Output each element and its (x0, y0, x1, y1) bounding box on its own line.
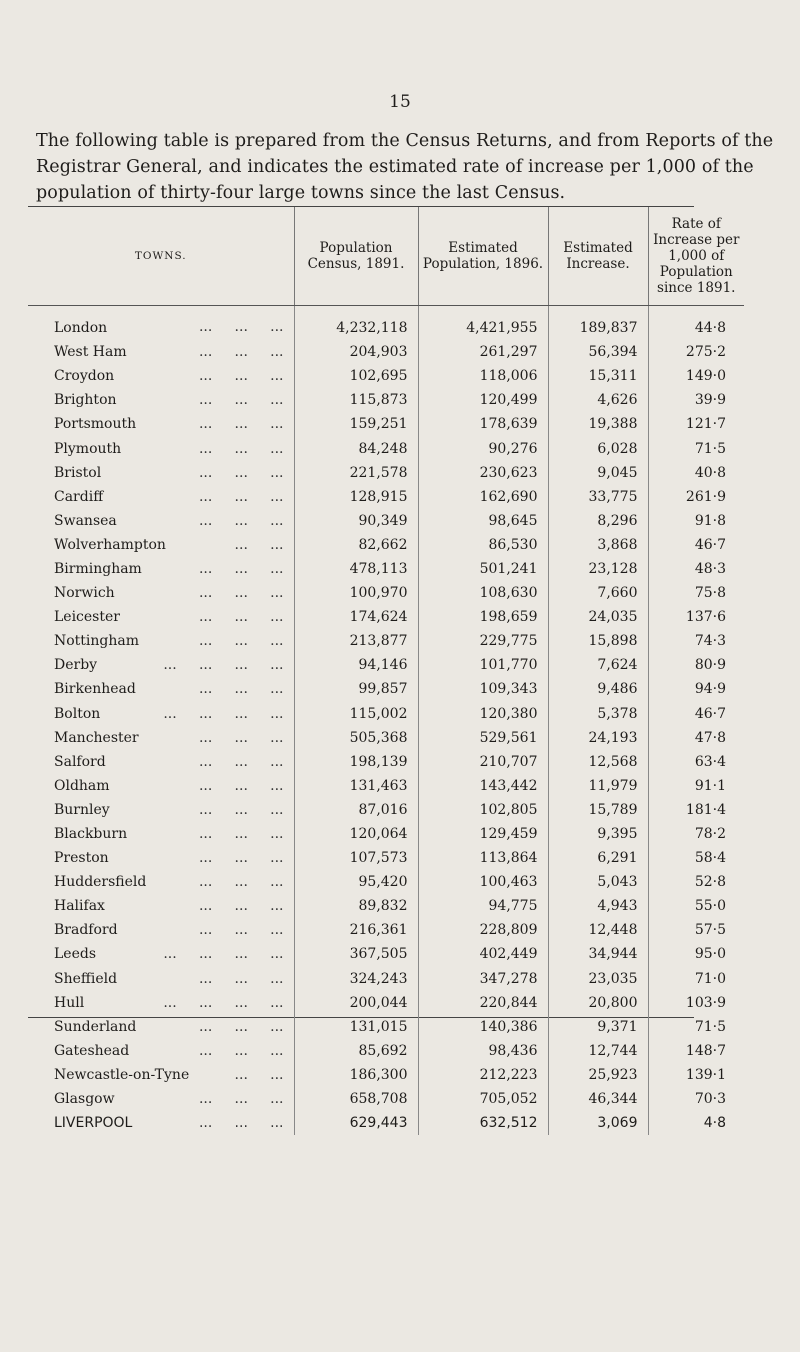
cell-population-1896: 108,630 (418, 581, 548, 605)
cell-estimated-increase: 12,744 (548, 1039, 648, 1063)
leader-dots: ... ... ... ... (163, 705, 284, 722)
cell-rate: 74·3 (648, 629, 744, 653)
table-row (28, 461, 744, 485)
town-name: Nottingham (54, 633, 140, 650)
town-name: Birmingham (54, 560, 142, 577)
leader-dots: ... ... ... (198, 922, 284, 939)
cell-estimated-increase: 33,775 (548, 485, 648, 509)
leader-dots: ... ... (234, 536, 284, 553)
cell-rate: 91·1 (648, 774, 744, 798)
cell-estimated-increase: 19,388 (548, 412, 648, 436)
cell-rate: 78·2 (648, 822, 744, 846)
cell-population-1891: 629,443 (294, 1111, 418, 1135)
cell-population-1891: 213,877 (294, 629, 418, 653)
leader-dots: ... ... ... (198, 585, 284, 602)
table-row (28, 364, 744, 388)
town-name: Glasgow (54, 1091, 115, 1108)
cell-population-1891: 221,578 (294, 461, 418, 485)
cell-population-1891: 324,243 (294, 967, 418, 991)
cell-estimated-increase: 4,626 (548, 388, 648, 412)
cell-population-1896: 162,690 (418, 485, 548, 509)
town-name: Salford (54, 753, 106, 770)
cell-town (28, 557, 294, 581)
cell-town (28, 750, 294, 774)
cell-town (28, 461, 294, 485)
cell-rate: 46·7 (648, 533, 744, 557)
header-population-1896: Estimated Population, 1896. (418, 207, 548, 306)
town-name: Birkenhead (54, 681, 136, 698)
cell-population-1891: 198,139 (294, 750, 418, 774)
cell-population-1896: 120,380 (418, 702, 548, 726)
cell-town (28, 942, 294, 966)
cell-estimated-increase: 15,789 (548, 798, 648, 822)
table-row (28, 340, 744, 364)
table-row (28, 726, 744, 750)
cell-town (28, 822, 294, 846)
table-row (28, 1015, 744, 1039)
table-row (28, 822, 744, 846)
cell-rate: 44·8 (648, 306, 744, 341)
cell-population-1896: 129,459 (418, 822, 548, 846)
leader-dots: ... ... ... (198, 488, 284, 505)
cell-population-1896: 705,052 (418, 1087, 548, 1111)
cell-town (28, 581, 294, 605)
cell-rate: 39·9 (648, 388, 744, 412)
cell-rate: 63·4 (648, 750, 744, 774)
cell-population-1891: 100,970 (294, 581, 418, 605)
table-row (28, 1087, 744, 1111)
page-number: 15 (389, 92, 411, 112)
leader-dots: ... ... ... ... (163, 657, 284, 674)
table-row (28, 306, 744, 341)
cell-population-1896: 109,343 (418, 677, 548, 701)
cell-rate: 80·9 (648, 653, 744, 677)
cell-population-1891: 102,695 (294, 364, 418, 388)
cell-town (28, 629, 294, 653)
town-name: Leicester (54, 609, 120, 626)
cell-rate: 46·7 (648, 702, 744, 726)
cell-estimated-increase: 6,291 (548, 846, 648, 870)
cell-rate: 261·9 (648, 485, 744, 509)
table-row (28, 412, 744, 436)
town-name: Croydon (54, 368, 115, 385)
cell-town (28, 1063, 294, 1087)
cell-estimated-increase: 189,837 (548, 306, 648, 341)
table-row (28, 677, 744, 701)
leader-dots: ... ... ... (198, 560, 284, 577)
cell-estimated-increase: 15,311 (548, 364, 648, 388)
leader-dots: ... ... ... (198, 777, 284, 794)
table-row (28, 967, 744, 991)
cell-rate: 103·9 (648, 991, 744, 1015)
cell-rate: 75·8 (648, 581, 744, 605)
cell-rate: 95·0 (648, 942, 744, 966)
town-name: Halifax (54, 898, 105, 915)
cell-population-1896: 529,561 (418, 726, 548, 750)
cell-town (28, 991, 294, 1015)
leader-dots: ... ... ... ... (163, 946, 284, 963)
leader-dots: ... ... ... (198, 464, 284, 481)
cell-population-1896: 4,421,955 (418, 306, 548, 341)
cell-population-1891: 658,708 (294, 1087, 418, 1111)
cell-population-1896: 90,276 (418, 436, 548, 460)
cell-population-1896: 178,639 (418, 412, 548, 436)
cell-population-1891: 128,915 (294, 485, 418, 509)
cell-population-1896: 501,241 (418, 557, 548, 581)
header-population-1891: Population Census, 1891. (294, 207, 418, 306)
town-name: Plymouth (54, 440, 122, 457)
cell-estimated-increase: 23,035 (548, 967, 648, 991)
table-row (28, 533, 744, 557)
table-row (28, 557, 744, 581)
cell-town (28, 306, 294, 341)
cell-town (28, 677, 294, 701)
table-row (28, 702, 744, 726)
cell-population-1891: 216,361 (294, 918, 418, 942)
leader-dots: ... ... ... (198, 850, 284, 867)
cell-population-1891: 120,064 (294, 822, 418, 846)
town-name: Norwich (54, 585, 115, 602)
cell-rate: 148·7 (648, 1039, 744, 1063)
cell-population-1896: 261,297 (418, 340, 548, 364)
cell-estimated-increase: 12,568 (548, 750, 648, 774)
town-name: Portsmouth (54, 416, 137, 433)
cell-town (28, 870, 294, 894)
cell-population-1891: 90,349 (294, 509, 418, 533)
town-name: Manchester (54, 729, 139, 746)
cell-estimated-increase: 6,028 (548, 436, 648, 460)
cell-rate: 149·0 (648, 364, 744, 388)
cell-rate: 40·8 (648, 461, 744, 485)
cell-population-1891: 84,248 (294, 436, 418, 460)
cell-population-1891: 95,420 (294, 870, 418, 894)
town-name: Sheffield (54, 970, 118, 987)
cell-town (28, 412, 294, 436)
header-rate-of-increase: Rate of Increase per 1,000 of Population since 1891. (648, 207, 744, 306)
leader-dots: ... ... ... (198, 344, 284, 361)
leader-dots: ... ... ... (198, 1042, 284, 1059)
town-name: Bristol (54, 464, 102, 481)
cell-population-1896: 100,463 (418, 870, 548, 894)
table-row (28, 1111, 744, 1135)
table-row (28, 798, 744, 822)
cell-town (28, 485, 294, 509)
town-name: Gateshead (54, 1042, 130, 1059)
table-row (28, 942, 744, 966)
cell-town (28, 364, 294, 388)
cell-population-1896: 120,499 (418, 388, 548, 412)
cell-population-1891: 200,044 (294, 991, 418, 1015)
town-name: Derby (54, 657, 98, 674)
town-name: Preston (54, 850, 109, 867)
cell-rate: 137·6 (648, 605, 744, 629)
leader-dots: ... ... ... (198, 392, 284, 409)
cell-population-1896: 212,223 (418, 1063, 548, 1087)
cell-rate: 55·0 (648, 894, 744, 918)
cell-town (28, 605, 294, 629)
cell-rate: 139·1 (648, 1063, 744, 1087)
cell-population-1896: 198,659 (418, 605, 548, 629)
town-name: Cardiff (54, 488, 104, 505)
table-row (28, 509, 744, 533)
cell-population-1891: 505,368 (294, 726, 418, 750)
cell-estimated-increase: 46,344 (548, 1087, 648, 1111)
cell-population-1891: 82,662 (294, 533, 418, 557)
cell-population-1896: 347,278 (418, 967, 548, 991)
cell-town (28, 1015, 294, 1039)
cell-town (28, 1111, 294, 1135)
cell-estimated-increase: 9,045 (548, 461, 648, 485)
cell-town (28, 846, 294, 870)
table-row (28, 1063, 744, 1087)
cell-town (28, 774, 294, 798)
cell-population-1891: 94,146 (294, 653, 418, 677)
leader-dots: ... ... ... ... (163, 994, 284, 1011)
header-towns: TOWNS. (28, 207, 294, 306)
cell-population-1891: 107,573 (294, 846, 418, 870)
cell-rate: 47·8 (648, 726, 744, 750)
cell-town (28, 967, 294, 991)
table-row (28, 918, 744, 942)
cell-town (28, 653, 294, 677)
cell-population-1891: 186,300 (294, 1063, 418, 1087)
header-estimated-increase: Estimated Increase. (548, 207, 648, 306)
cell-town (28, 340, 294, 364)
cell-town (28, 894, 294, 918)
cell-estimated-increase: 9,371 (548, 1015, 648, 1039)
cell-population-1896: 102,805 (418, 798, 548, 822)
cell-rate: 71·5 (648, 1015, 744, 1039)
cell-rate: 58·4 (648, 846, 744, 870)
table-row (28, 750, 744, 774)
cell-rate: 4·8 (648, 1111, 744, 1135)
cell-population-1896: 143,442 (418, 774, 548, 798)
town-name: Blackburn (54, 826, 128, 843)
cell-rate: 91·8 (648, 509, 744, 533)
cell-rate: 71·5 (648, 436, 744, 460)
leader-dots: ... ... ... (198, 609, 284, 626)
cell-estimated-increase: 4,943 (548, 894, 648, 918)
cell-town (28, 533, 294, 557)
cell-rate: 121·7 (648, 412, 744, 436)
leader-dots: ... ... ... (198, 681, 284, 698)
cell-population-1891: 99,857 (294, 677, 418, 701)
leader-dots: ... ... ... (198, 753, 284, 770)
cell-population-1891: 115,873 (294, 388, 418, 412)
cell-estimated-increase: 7,660 (548, 581, 648, 605)
cell-population-1891: 131,015 (294, 1015, 418, 1039)
cell-estimated-increase: 25,923 (548, 1063, 648, 1087)
intro-paragraph: The following table is prepared from the Census Returns, and from Reports of the Registrar General, and indicates the estimated rate of increase per 1,000 of the population of thirty-four large towns since the last Census. (36, 131, 774, 203)
cell-population-1896: 229,775 (418, 629, 548, 653)
leader-dots: ... ... ... (198, 440, 284, 457)
cell-population-1891: 115,002 (294, 702, 418, 726)
cell-population-1891: 174,624 (294, 605, 418, 629)
cell-population-1896: 632,512 (418, 1111, 548, 1135)
cell-estimated-increase: 3,069 (548, 1111, 648, 1135)
cell-population-1891: 89,832 (294, 894, 418, 918)
leader-dots: ... ... ... (198, 368, 284, 385)
table-row (28, 1039, 744, 1063)
town-name: Leeds (54, 946, 97, 963)
town-name: West Ham (54, 344, 127, 361)
cell-population-1896: 101,770 (418, 653, 548, 677)
cell-estimated-increase: 9,395 (548, 822, 648, 846)
town-name: London (54, 320, 108, 337)
cell-population-1896: 220,844 (418, 991, 548, 1015)
table-row (28, 991, 744, 1015)
cell-population-1896: 94,775 (418, 894, 548, 918)
cell-estimated-increase: 11,979 (548, 774, 648, 798)
town-name: Hull (54, 994, 85, 1011)
table-body (28, 306, 744, 1136)
cell-population-1896: 113,864 (418, 846, 548, 870)
table-row (28, 485, 744, 509)
leader-dots: ... ... ... (198, 416, 284, 433)
cell-population-1896: 98,436 (418, 1039, 548, 1063)
cell-town (28, 436, 294, 460)
cell-estimated-increase: 20,800 (548, 991, 648, 1015)
table-row (28, 653, 744, 677)
cell-town (28, 726, 294, 750)
town-name: Wolverhampton (54, 536, 166, 553)
cell-population-1891: 159,251 (294, 412, 418, 436)
cell-town (28, 509, 294, 533)
town-name: Bradford (54, 922, 118, 939)
cell-rate: 52·8 (648, 870, 744, 894)
table-row (28, 605, 744, 629)
cell-rate: 57·5 (648, 918, 744, 942)
table-row (28, 894, 744, 918)
leader-dots: ... ... ... (198, 898, 284, 915)
cell-estimated-increase: 5,043 (548, 870, 648, 894)
table-row (28, 436, 744, 460)
cell-population-1896: 86,530 (418, 533, 548, 557)
cell-town (28, 1087, 294, 1111)
cell-town (28, 388, 294, 412)
cell-rate: 94·9 (648, 677, 744, 701)
cell-estimated-increase: 3,868 (548, 533, 648, 557)
cell-rate: 275·2 (648, 340, 744, 364)
town-name: Swansea (54, 512, 117, 529)
table-row (28, 581, 744, 605)
cell-population-1896: 228,809 (418, 918, 548, 942)
leader-dots: ... ... ... (198, 1091, 284, 1108)
cell-town (28, 1039, 294, 1063)
leader-dots: ... ... ... (198, 1115, 284, 1132)
cell-estimated-increase: 5,378 (548, 702, 648, 726)
cell-estimated-increase: 12,448 (548, 918, 648, 942)
table-row (28, 846, 744, 870)
cell-population-1896: 402,449 (418, 942, 548, 966)
leader-dots: ... ... (234, 1066, 284, 1083)
town-name: Sunderland (54, 1018, 137, 1035)
cell-estimated-increase: 24,193 (548, 726, 648, 750)
town-name: Newcastle-on-Tyne (54, 1066, 190, 1083)
leader-dots: ... ... ... (198, 1018, 284, 1035)
leader-dots: ... ... ... (198, 319, 284, 336)
cell-rate: 70·3 (648, 1087, 744, 1111)
cell-estimated-increase: 56,394 (548, 340, 648, 364)
town-name: Burnley (54, 801, 110, 818)
cell-population-1891: 478,113 (294, 557, 418, 581)
leader-dots: ... ... ... (198, 874, 284, 891)
leader-dots: ... ... ... (198, 826, 284, 843)
table-row (28, 629, 744, 653)
census-table (28, 207, 744, 1135)
leader-dots: ... ... ... (198, 801, 284, 818)
cell-population-1896: 98,645 (418, 509, 548, 533)
town-name: Brighton (54, 392, 117, 409)
table-row (28, 870, 744, 894)
cell-population-1896: 118,006 (418, 364, 548, 388)
table-row (28, 774, 744, 798)
cell-rate: 181·4 (648, 798, 744, 822)
census-table-container (28, 206, 740, 1132)
cell-estimated-increase: 8,296 (548, 509, 648, 533)
cell-population-1891: 367,505 (294, 942, 418, 966)
leader-dots: ... ... ... (198, 729, 284, 746)
leader-dots: ... ... ... (198, 633, 284, 650)
cell-town (28, 798, 294, 822)
cell-population-1891: 204,903 (294, 340, 418, 364)
cell-population-1891: 85,692 (294, 1039, 418, 1063)
cell-estimated-increase: 34,944 (548, 942, 648, 966)
cell-estimated-increase: 7,624 (548, 653, 648, 677)
cell-population-1891: 131,463 (294, 774, 418, 798)
table-row (28, 388, 744, 412)
cell-estimated-increase: 15,898 (548, 629, 648, 653)
cell-population-1896: 140,386 (418, 1015, 548, 1039)
cell-estimated-increase: 23,128 (548, 557, 648, 581)
cell-rate: 71·0 (648, 967, 744, 991)
cell-estimated-increase: 9,486 (548, 677, 648, 701)
table-header-row (28, 207, 744, 306)
cell-population-1896: 230,623 (418, 461, 548, 485)
leader-dots: ... ... ... (198, 970, 284, 987)
cell-estimated-increase: 24,035 (548, 605, 648, 629)
leader-dots: ... ... ... (198, 512, 284, 529)
town-name: Oldham (54, 777, 110, 794)
town-name: Bolton (54, 705, 101, 722)
cell-rate: 48·3 (648, 557, 744, 581)
cell-town (28, 702, 294, 726)
cell-population-1891: 4,232,118 (294, 306, 418, 341)
town-name: LIVERPOOL (54, 1115, 133, 1132)
cell-population-1896: 210,707 (418, 750, 548, 774)
cell-population-1891: 87,016 (294, 798, 418, 822)
town-name: Huddersfield (54, 874, 147, 891)
cell-town (28, 918, 294, 942)
